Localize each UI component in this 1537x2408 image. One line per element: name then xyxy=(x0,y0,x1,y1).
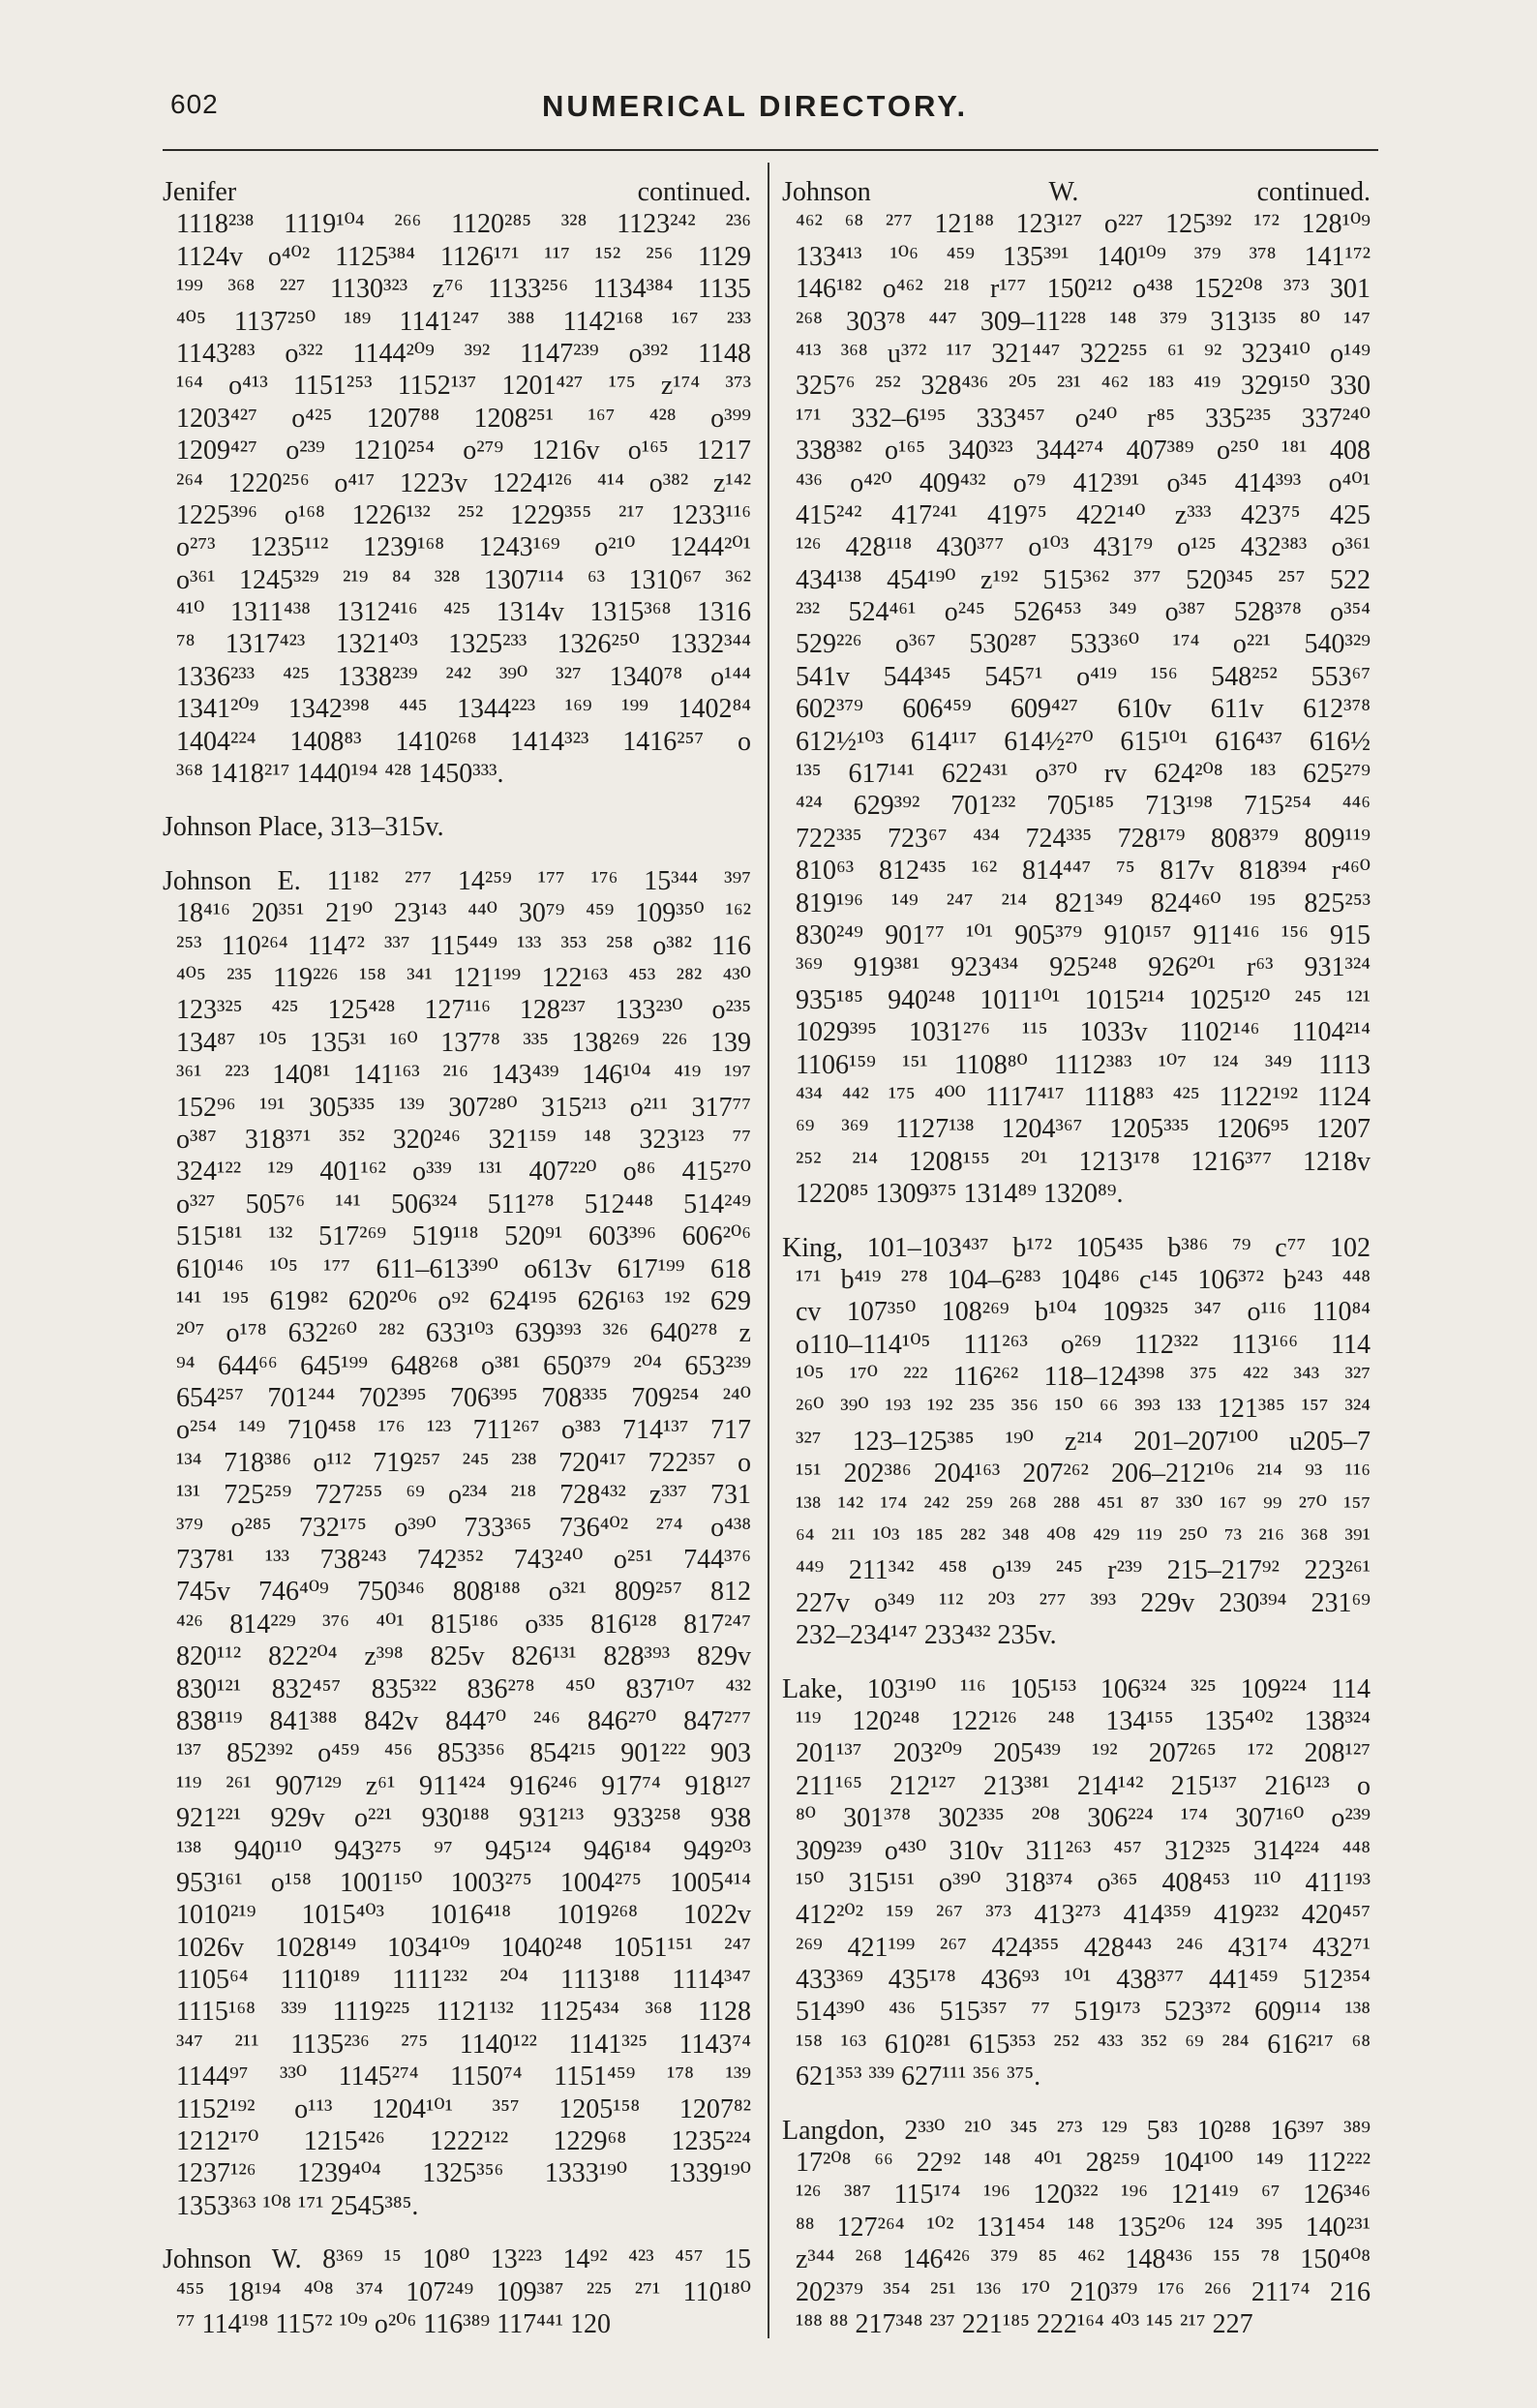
entry-line: ³⁷⁹ o²⁸⁵ 732¹⁷⁵ o³⁹⁰ 733³⁶⁵ 736⁴⁰² ²⁷⁴ o⁴³⁸ xyxy=(176,1512,751,1543)
entry-line: ²⁶⁰ ³⁹⁰ ¹⁹³ ¹⁹² ²³⁵ ³⁵⁶ ¹⁵⁰ ⁶⁶ ³⁹³ ¹³³ 121³⁸⁵ ¹⁵⁷ ³²⁴ xyxy=(796,1394,1371,1425)
entry-line: ⁴⁵⁵ 18¹⁹⁴ ⁴⁰⁸ ³⁷⁴ 107²⁴⁹ 109³⁸⁷ ²²⁵ ²⁷¹ 110¹⁸⁰ xyxy=(176,2276,751,2307)
entry-line: 621³⁵³ ³³⁹ 627¹¹¹ ³⁵⁶ ³⁷⁵. xyxy=(796,2062,1041,2092)
entry-line: 830²⁴⁹ 901⁷⁷ ¹⁰¹ 905³⁷⁹ 910¹⁵⁷ 911⁴¹⁶ ¹⁵⁶ 915 xyxy=(796,919,1371,950)
directory-entry xyxy=(163,2243,751,2340)
entry-line: 338³⁸² o¹⁶⁵ 340³²³ 344²⁷⁴ 407³⁸⁹ o²⁵⁰ ¹⁸¹ 408 xyxy=(796,436,1371,467)
entry-line: 838¹¹⁹ 841³⁸⁸ 842v 844⁷⁰ ²⁴⁶ 846²⁷⁰ 847²⁷⁷ xyxy=(176,1705,751,1736)
entry-line: ¹³¹ 725²⁵⁹ 727²⁵⁵ ⁶⁹ o²³⁴ ²¹⁸ 728⁴³² z³³⁷ 731 xyxy=(176,1480,751,1511)
entry-line: ¹⁴¹ ¹⁹⁵ 619⁸² 620²⁰⁶ o⁹² 624¹⁹⁵ 626¹⁶³ ¹⁹² 629 xyxy=(176,1285,751,1316)
entry-line: 1106¹⁵⁹ ¹⁵¹ 1108⁸⁰ 1112³⁸³ ¹⁰⁷ ¹²⁴ ³⁴⁹ 1113 xyxy=(796,1049,1371,1080)
entry-line: 1212¹⁷⁰ 1215⁴²⁶ 1222¹²² 1229⁶⁸ 1235²²⁴ xyxy=(176,2126,751,2157)
entry-line: 935¹⁸⁵ 940²⁴⁸ 1011¹⁰¹ 1015²¹⁴ 1025¹²⁰ ²⁴⁵ ¹²¹ xyxy=(796,984,1371,1015)
entry-line: 1152¹⁹² o¹¹³ 1204¹⁰¹ ³⁵⁷ 1205¹⁵⁸ 1207⁸² xyxy=(176,2093,751,2124)
entry-line: ¹⁷¹ b⁴¹⁹ ²⁷⁸ 104–6²⁸³ 104⁸⁶ c¹⁴⁵ 106³⁷² b²⁴³ ⁴⁴⁸ xyxy=(796,1264,1371,1295)
entry-line: ⁴⁶² ⁶⁸ ²⁷⁷ 121⁸⁸ 123¹²⁷ o²²⁷ 125³⁹² ¹⁷² 128¹⁰⁹ xyxy=(796,209,1371,240)
entry-line: 1029³⁹⁵ 1031²⁷⁶ ¹¹⁵ 1033v 1102¹⁴⁶ 1104²¹⁴ xyxy=(796,1017,1371,1048)
entry-line: 18⁴¹⁶ 20³⁵¹ 21⁹⁰ 23¹⁴³ ⁴⁴⁰ 30⁷⁹ ⁴⁵⁹ 109³⁵⁰ ¹⁶² xyxy=(176,898,751,929)
entry-line: ¹²⁶ 428¹¹⁸ 430³⁷⁷ o¹⁰³ 431⁷⁹ o¹²⁵ 432³⁸³ o³⁶¹ xyxy=(796,532,1371,563)
directory-entry xyxy=(163,865,751,2222)
right-column xyxy=(782,176,1371,2362)
directory-entry xyxy=(782,1232,1371,1652)
entry-line: ²⁵³ 110²⁶⁴ 114⁷² ³³⁷ 115⁴⁴⁹ ¹³³ ³⁵³ ²⁵⁸ o³⁸² 116 xyxy=(176,930,751,961)
entry-line: 515¹⁸¹ ¹³² 517²⁶⁹ 519¹¹⁸ 520⁹¹ 603³⁹⁶ 606²⁰⁶ xyxy=(176,1221,751,1252)
entry-line: 921²²¹ 929v o²²¹ 930¹⁸⁸ 931²¹³ 933²⁵⁸ 938 xyxy=(176,1803,751,1834)
entry-line: 953¹⁶¹ o¹⁵⁸ 1001¹⁵⁰ 1003²⁷⁵ 1004²⁷⁵ 1005⁴¹⁴ xyxy=(176,1867,751,1898)
entry-line: 1404²²⁴ 1408⁸³ 1410²⁶⁸ 1414³²³ 1416²⁵⁷ o xyxy=(176,726,751,757)
left-column xyxy=(163,176,751,2362)
entry-heading-line: King, 101–103⁴³⁷ b¹⁷² 105⁴³⁵ b³⁸⁶ ⁷⁹ c⁷⁷ 102 xyxy=(782,1232,1371,1263)
entry-line: 412²⁰² ¹⁵⁹ ²⁶⁷ ³⁷³ 413²⁷³ 414³⁵⁹ 419²³² 420⁴⁵⁷ xyxy=(796,1900,1371,1931)
entry-line: 1143²⁸³ o³²² 1144²⁰⁹ ³⁹² 1147²³⁹ o³⁹² 1148 xyxy=(176,338,751,369)
entry-line: 133⁴¹³ ¹⁰⁶ ⁴⁵⁹ 135³⁹¹ 140¹⁰⁹ ³⁷⁹ ³⁷⁸ 141¹⁷² xyxy=(796,241,1371,272)
entry-line: 541v 544³⁴⁵ 545⁷¹ o⁴¹⁹ ¹⁵⁶ 548²⁵² 553⁶⁷ xyxy=(796,661,1371,692)
entry-heading-line: Langdon, 2³³⁰ ²¹⁰ ³⁴⁵ ²⁷³ ¹²⁹ 5⁸³ 10²⁸⁸ 16³⁹⁷ ³⁸⁹ xyxy=(782,2115,1371,2146)
entry-line: ⁹⁴ 644⁶⁶ 645¹⁹⁹ 648²⁶⁸ o³⁸¹ 650³⁷⁹ ²⁰⁴ 653²³⁹ xyxy=(176,1350,751,1381)
entry-line: ²³² 524⁴⁶¹ o²⁴⁵ 526⁴⁵³ ³⁴⁹ o³⁸⁷ 528³⁷⁸ o³⁵⁴ xyxy=(796,597,1371,628)
entry-line: 1124v o⁴⁰² 1125³⁸⁴ 1126¹⁷¹ ¹¹⁷ ¹⁵² ²⁵⁶ 1129 xyxy=(176,241,751,272)
entry-line: 722³³⁵ 723⁶⁷ ⁴³⁴ 724³³⁵ 728¹⁷⁹ 808³⁷⁹ 809¹¹⁹ xyxy=(796,823,1371,854)
entry-line: 602³⁷⁹ 606⁴⁵⁹ 609⁴²⁷ 610v 611v 612³⁷⁸ xyxy=(796,694,1371,725)
entry-line: 612½¹⁰³ 614¹¹⁷ 614½²⁷⁰ 615¹⁰¹ 616⁴³⁷ 616½ xyxy=(796,726,1371,757)
entry-line: ⁴³⁶ o⁴²⁰ 409⁴³² o⁷⁹ 412³⁹¹ o³⁴⁵ 414³⁹³ o⁴⁰¹ xyxy=(796,467,1371,498)
entry-line: 146¹⁸² o⁴⁶² ²¹⁸ r¹⁷⁷ 150²¹² o⁴³⁸ 152²⁰⁸ ³⁷³ 301 xyxy=(796,274,1371,305)
entry-line: 654²⁵⁷ 701²⁴⁴ 702³⁹⁵ 706³⁹⁵ 708³³⁵ 709²⁵⁴ ²⁴⁰ xyxy=(176,1383,751,1414)
entry-line: 1203⁴²⁷ o⁴²⁵ 1207⁸⁸ 1208²⁵¹ ¹⁶⁷ ⁴²⁸ o³⁹⁹ xyxy=(176,403,751,434)
entry-line: ¹⁷¹ 332–6¹⁹⁵ 333⁴⁵⁷ o²⁴⁰ r⁸⁵ 335²³⁵ 337²⁴⁰ xyxy=(796,403,1371,434)
entry-line: 1341²⁰⁹ 1342³⁹⁸ ⁴⁴⁵ 1344²²³ ¹⁶⁹ ¹⁹⁹ 1402⁸⁴ xyxy=(176,694,751,725)
directory-entry xyxy=(782,2115,1371,2341)
entry-line: cv 107³⁵⁰ 108²⁶⁹ b¹⁰⁴ 109³²⁵ ³⁴⁷ o¹¹⁶ 110⁸⁴ xyxy=(796,1297,1371,1328)
entry-line: 211¹⁶⁵ 212¹²⁷ 213³⁸¹ 214¹⁴² 215¹³⁷ 216¹²³ o xyxy=(796,1770,1371,1801)
entry-line: ⁸⁸ 127²⁶⁴ ¹⁰² 131⁴⁵⁴ ¹⁴⁸ 135²⁰⁶ ¹²⁴ ³⁹⁵ 140²³¹ xyxy=(796,2212,1371,2242)
entry-line: 1237¹²⁶ 1239⁴⁰⁴ 1325³⁵⁶ 1333¹⁹⁰ 1339¹⁹⁰ xyxy=(176,2158,751,2189)
entry-line: 810⁶³ 812⁴³⁵ ¹⁶² 814⁴⁴⁷ ⁷⁵ 817v 818³⁹⁴ r⁴⁶⁰ xyxy=(796,856,1371,887)
entry-line: 745v 746⁴⁰⁹ 750³⁴⁶ 808¹⁸⁸ o³²¹ 809²⁵⁷ 812 xyxy=(176,1577,751,1608)
entry-line: 324¹²² ¹²⁹ 401¹⁶² o³³⁹ ¹³¹ 407²²⁰ o⁸⁶ 415²⁷⁰ xyxy=(176,1157,751,1188)
entry-line: o³⁶¹ 1245³²⁹ ²¹⁹ ⁸⁴ ³²⁸ 1307¹¹⁴ ⁶³ 1310⁶⁷ ³⁶² xyxy=(176,564,751,595)
entry-line: 309²³⁹ o⁴³⁰ 310v 311²⁶³ ⁴⁵⁷ 312³²⁵ 314²²⁴ ⁴⁴⁸ xyxy=(796,1835,1371,1866)
entry-line: z³⁴⁴ ²⁶⁸ 146⁴²⁶ ³⁷⁹ ⁸⁵ ⁴⁶² 148⁴³⁶ ¹⁵⁵ ⁷⁸ 150⁴⁰⁸ xyxy=(796,2244,1371,2275)
entry-line: 820¹¹² 822²⁰⁴ z³⁹⁸ 825v 826¹³¹ 828³⁹³ 829v xyxy=(176,1641,751,1672)
entry-line: ⁷⁷ 114¹⁹⁸ 115⁷² ¹⁰⁹ o²⁰⁶ 116³⁸⁹ 117⁴⁴¹ 120 xyxy=(176,2309,612,2339)
entry-heading-line: Johnson W. continued. xyxy=(782,177,1371,207)
entry-line: ²⁶⁸ 303⁷⁸ ⁴⁴⁷ 309–11²²⁸ ¹⁴⁸ ³⁷⁹ 313¹³⁵ ⁸⁰ ¹⁴⁷ xyxy=(796,306,1371,337)
entry-line: ²⁰⁷ o¹⁷⁸ 632²⁶⁰ ²⁸² 633¹⁰³ 639³⁹³ ³²⁶ 640²⁷⁸ z xyxy=(176,1318,751,1349)
entry-line: ¹⁵¹ 202³⁸⁶ 204¹⁶³ 207²⁶² 206–212¹⁰⁶ ²¹⁴ ⁹³ ¹¹⁶ xyxy=(796,1459,1371,1490)
entry-line: ¹³⁸ ¹⁴² ¹⁷⁴ ²⁴² ²⁵⁹ ²⁶⁸ ²⁸⁸ ⁴⁵¹ ⁸⁷ ³³⁰ ¹⁶⁷ ⁹⁹ ²⁷⁰ ¹⁵⁷ xyxy=(796,1490,1371,1521)
entry-line: ¹¹⁹ ²⁶¹ 907¹²⁹ z⁶¹ 911⁴²⁴ 916²⁴⁶ 917⁷⁴ 918¹²⁷ xyxy=(176,1770,751,1801)
entry-line: ⁴³⁴ ⁴⁴² ¹⁷⁵ ⁴⁰⁰ 1117⁴¹⁷ 1118⁸³ ⁴²⁵ 1122¹⁹² 1124 xyxy=(796,1081,1371,1112)
entry-line: 134⁸⁷ ¹⁰⁵ 135³¹ ¹⁶⁰ 137⁷⁸ ³³⁵ 138²⁶⁹ ²²⁶ 139 xyxy=(176,1027,751,1058)
entry-line: 830¹²¹ 832⁴⁵⁷ 835³²² 836²⁷⁸ ⁴⁵⁰ 837¹⁰⁷ ⁴³² xyxy=(176,1673,751,1704)
entry-line: ⁴²⁶ 814²²⁹ ³⁷⁶ ⁴⁰¹ 815¹⁸⁶ o³³⁵ 816¹²⁸ 817²⁴⁷ xyxy=(176,1609,751,1640)
entry-line: ⁴⁰⁵ ²³⁵ 119²²⁶ ¹⁵⁸ ³⁴¹ 121¹⁹⁹ 122¹⁶³ ⁴⁵³ ²⁸² ⁴³⁰ xyxy=(176,962,751,993)
entry-line: ³⁶⁸ 1418²¹⁷ 1440¹⁹⁴ ⁴²⁸ 1450³³³. xyxy=(176,759,504,790)
entry-line: 1225³⁹⁶ o¹⁶⁸ 1226¹³² ²⁵² 1229³⁵⁵ ²¹⁷ 1233¹¹⁶ xyxy=(176,499,751,530)
entry-line: 1118²³⁸ 1119¹⁰⁴ ²⁶⁶ 1120²⁸⁵ ³²⁸ 1123²⁴² ²³⁶ xyxy=(176,209,751,240)
directory-entry xyxy=(782,176,1371,1211)
entry-line: ¹⁹⁹ ³⁶⁸ ²²⁷ 1130³²³ z⁷⁶ 1133²⁵⁶ 1134³⁸⁴ 1135 xyxy=(176,274,751,305)
entry-line: 433³⁶⁹ 435¹⁷⁸ 436⁹³ ¹⁰¹ 438³⁷⁷ 441⁴⁵⁹ 512³⁵⁴ xyxy=(796,1965,1371,1996)
entry-line: ¹²⁶ ³⁸⁷ 115¹⁷⁴ ¹⁹⁶ 120³²² ¹⁹⁶ 121⁴¹⁹ ⁶⁷ 126³⁴⁶ xyxy=(796,2180,1371,2211)
header-rule xyxy=(163,149,1378,151)
entry-line: 1144⁹⁷ ³³⁰ 1145²⁷⁴ 1150⁷⁴ 1151⁴⁵⁹ ¹⁷⁸ ¹³⁹ xyxy=(176,2062,751,2092)
entry-line: 1105⁶⁴ 1110¹⁸⁹ 1111²³² ²⁰⁴ 1113¹⁸⁸ 1114³⁴⁷ xyxy=(176,1965,751,1996)
entry-line: ⁴⁴⁹ 211³⁴² ⁴⁵⁸ o¹³⁹ ²⁴⁵ r²³⁹ 215–217⁹² 223²⁶¹ xyxy=(796,1555,1371,1586)
entry-line: 415²⁴² 417²⁴¹ 419⁷⁵ 422¹⁴⁰ z³³³ 423⁷⁵ 425 xyxy=(796,499,1371,530)
entry-line: ¹¹⁹ 120²⁴⁸ 122¹²⁶ ²⁴⁸ 134¹⁵⁵ 135⁴⁰² 138³²⁴ xyxy=(796,1705,1371,1736)
entry-line: 123³²⁵ ⁴²⁵ 125⁴²⁸ 127¹¹⁶ 128²³⁷ 133²³⁰ o²³⁵ xyxy=(176,995,751,1026)
entry-line: 610¹⁴⁶ ¹⁰⁵ ¹⁷⁷ 611–613³⁹⁰ o613v 617¹⁹⁹ 618 xyxy=(176,1253,751,1284)
entry-line: ⁷⁸ 1317⁴²³ 1321⁴⁰³ 1325²³³ 1326²⁵⁰ 1332³⁴⁴ xyxy=(176,629,751,660)
entry-line: 1353³⁶³ ¹⁰⁸ ¹⁷¹ 2545³⁸⁵. xyxy=(176,2190,419,2221)
entry-line: ¹³⁷ 852³⁹² o⁴⁵⁹ ⁴⁵⁶ 853³⁵⁶ 854²¹⁵ 901²²² 903 xyxy=(176,1738,751,1769)
entry-line: 232–234¹⁴⁷ 233⁴³² 235v. xyxy=(796,1620,1057,1651)
entry-heading-line: Jenifer continued. xyxy=(163,177,751,207)
entry-line: ⁶⁴ ²¹¹ ¹⁰³ ¹⁸⁵ ²⁸² ³⁴⁸ ⁴⁰⁸ ⁴²⁹ ¹¹⁹ ²⁵⁰ ⁷³ ²¹⁶ ³⁶⁸ ³⁹¹ xyxy=(796,1523,1371,1554)
entry-heading-line: Johnson W. 8³⁶⁹ ¹⁵ 10⁸⁰ 13²²³ 14⁹² ⁴²³ ⁴⁵⁷ 15 xyxy=(163,2244,751,2275)
entry-line: ²⁵² ²¹⁴ 1208¹⁵⁵ ²⁰¹ 1213¹⁷⁸ 1216³⁷⁷ 1218v xyxy=(796,1146,1371,1177)
entry-line: 1026v 1028¹⁴⁹ 1034¹⁰⁹ 1040²⁴⁸ 1051¹⁵¹ ²⁴⁷ xyxy=(176,1932,751,1963)
entry-line: 737⁸¹ ¹³³ 738²⁴³ 742³⁵² 743²⁴⁰ o²⁵¹ 744³⁷⁶ xyxy=(176,1545,751,1576)
entry-line: ³⁶¹ ²²³ 140⁸¹ 141¹⁶³ ²¹⁶ 143⁴³⁹ 146¹⁰⁴ ⁴¹⁹ ¹⁹⁷ xyxy=(176,1060,751,1091)
entry-heading-line: Johnson E. 11¹⁸² ²⁷⁷ 14²⁵⁹ ¹⁷⁷ ¹⁷⁶ 15³⁴⁴ ³⁹⁷ xyxy=(163,865,751,896)
entry-line: o³²⁷ 505⁷⁶ ¹⁴¹ 506³²⁴ 511²⁷⁸ 512⁴⁴⁸ 514²⁴⁹ xyxy=(176,1189,751,1219)
directory-entry xyxy=(163,176,751,790)
entry-line: ⁴¹³ ³⁶⁸ u³⁷² ¹¹⁷ 321⁴⁴⁷ 322²⁵⁵ ⁶¹ ⁹² 323⁴¹⁰ o¹⁴⁹ xyxy=(796,338,1371,369)
entry-heading-line: Johnson Place, 313–315v. xyxy=(163,812,444,843)
entry-line: ¹⁸⁸ ⁸⁸ 217³⁴⁸ ²³⁷ 221¹⁸⁵ 222¹⁶⁴ ⁴⁰³ ¹⁴⁵ ²¹⁷ 227 xyxy=(796,2309,1253,2339)
entry-line: 1115¹⁶⁸ ³³⁹ 1119²²⁵ 1121¹³² 1125⁴³⁴ ³⁶⁸ 1128 xyxy=(176,1997,751,2028)
entry-line: ³⁶⁹ 919³⁸¹ 923⁴³⁴ 925²⁴⁸ 926²⁰¹ r⁶³ 931³²⁴ xyxy=(796,952,1371,983)
entry-line: ¹³⁸ 940¹¹⁰ 943²⁷⁵ ⁹⁷ 945¹²⁴ 946¹⁸⁴ 949²⁰³ xyxy=(176,1835,751,1866)
entry-line: 819¹⁹⁶ ¹⁴⁹ ²⁴⁷ ²¹⁴ 821³⁴⁹ 824⁴⁶⁰ ¹⁹⁵ 825²⁵³ xyxy=(796,888,1371,918)
entry-line: 227v o³⁴⁹ ¹¹² ²⁰³ ²⁷⁷ ³⁹³ 229v 230³⁹⁴ 231⁶⁹ xyxy=(796,1587,1371,1618)
entry-line: ⁴²⁴ 629³⁹² 701²³² 705¹⁸⁵ 713¹⁹⁸ 715²⁵⁴ ⁴⁴⁶ xyxy=(796,791,1371,822)
entry-line: ⁸⁰ 301³⁷⁸ 302³³⁵ ²⁰⁸ 306²²⁴ ¹⁷⁴ 307¹⁶⁰ o²³⁹ xyxy=(796,1803,1371,1834)
entry-line: ¹³⁴ 718³⁸⁶ o¹¹² 719²⁵⁷ ²⁴⁵ ²³⁸ 720⁴¹⁷ 722³⁵⁷ o xyxy=(176,1447,751,1478)
column-divider xyxy=(768,163,769,2338)
entry-line: o³⁸⁷ 318³⁷¹ ³⁵² 320²⁴⁶ 321¹⁵⁹ ¹⁴⁸ 323¹²³ ⁷⁷ xyxy=(176,1124,751,1155)
entry-line: ³²⁷ 123–125³⁸⁵ ¹⁹⁰ z²¹⁴ 201–207¹⁰⁰ u205–7 xyxy=(796,1426,1371,1457)
entry-line: o²⁵⁴ ¹⁴⁹ 710⁴⁵⁸ ¹⁷⁶ ¹²³ 711²⁶⁷ o³⁸³ 714¹³⁷ 717 xyxy=(176,1415,751,1446)
entry-line: 514³⁹⁰ ⁴³⁶ 515³⁵⁷ ⁷⁷ 519¹⁷³ 523³⁷² 609¹¹⁴ ¹³⁸ xyxy=(796,1997,1371,2028)
entry-line: ⁴⁰⁵ 1137²⁵⁰ ¹⁸⁹ 1141²⁴⁷ ³⁸⁸ 1142¹⁶⁸ ¹⁶⁷ ²³³ xyxy=(176,306,751,337)
entry-line: 1209⁴²⁷ o²³⁹ 1210²⁵⁴ o²⁷⁹ 1216v o¹⁶⁵ 1217 xyxy=(176,436,751,467)
page-number: 602 xyxy=(170,89,219,119)
directory-entry xyxy=(163,811,751,843)
entry-line: 152⁹⁶ ¹⁹¹ 305³³⁵ ¹³⁹ 307²⁸⁰ 315²¹³ o²¹¹ 317⁷⁷ xyxy=(176,1092,751,1123)
entry-line: 1220⁸⁵ 1309³⁷⁵ 1314⁸⁹ 1320⁸⁹. xyxy=(796,1179,1124,1210)
entry-line: ¹⁶⁴ o⁴¹³ 1151²⁵³ 1152¹³⁷ 1201⁴²⁷ ¹⁷⁵ z¹⁷⁴ ³⁷³ xyxy=(176,371,751,402)
page-header xyxy=(0,89,1537,128)
entry-line: o²⁷³ 1235¹¹² 1239¹⁶⁸ 1243¹⁶⁹ o²¹⁰ 1244²⁰¹ xyxy=(176,532,751,563)
entry-line: ⁴¹⁰ 1311⁴³⁸ 1312⁴¹⁶ ⁴²⁵ 1314v 1315³⁶⁸ 1316 xyxy=(176,597,751,628)
entry-line: 1336²³³ ⁴²⁵ 1338²³⁹ ²⁴² ³⁹⁰ ³²⁷ 1340⁷⁸ o¹⁴⁴ xyxy=(176,661,751,692)
entry-line: ³⁴⁷ ²¹¹ 1135²³⁶ ²⁷⁵ 1140¹²² 1141³²⁵ 1143⁷⁴ xyxy=(176,2029,751,2060)
entry-line: 529²²⁶ o³⁶⁷ 530²⁸⁷ 533³⁶⁰ ¹⁷⁴ o²²¹ 540³²⁹ xyxy=(796,629,1371,660)
entry-line: ¹⁰⁵ ¹⁷⁰ ²²² 116²⁶² 118–124³⁹⁸ ³⁷⁵ ⁴²² ³⁴³ ³²⁷ xyxy=(796,1362,1371,1393)
entry-line: 325⁷⁶ ²⁵² 328⁴³⁶ ²⁰⁵ ²³¹ ⁴⁶² ¹⁸³ ⁴¹⁹ 329¹⁵⁰ 330 xyxy=(796,371,1371,402)
entry-line: 434¹³⁸ 454¹⁹⁰ z¹⁹² 515³⁶² ³⁷⁷ 520³⁴⁵ ²⁵⁷ 522 xyxy=(796,564,1371,595)
entry-line: 17²⁰⁸ ⁶⁶ 22⁹² ¹⁴⁸ ⁴⁰¹ 28²⁵⁹ 104¹⁰⁰ ¹⁴⁹ 112²²² xyxy=(796,2148,1371,2179)
entry-line: ¹⁵⁸ ¹⁶³ 610²⁸¹ 615³⁵³ ²⁵² ⁴³³ ³⁵² ⁶⁹ ²⁸⁴ 616²¹⁷ ⁶⁸ xyxy=(796,2029,1371,2060)
entry-line: ¹⁵⁰ 315¹⁵¹ o³⁹⁰ 318³⁷⁴ o³⁶⁵ 408⁴⁵³ ¹¹⁰ 411¹⁹³ xyxy=(796,1867,1371,1898)
page-title: NUMERICAL DIRECTORY. xyxy=(542,89,969,123)
entry-line: 202³⁷⁹ ³⁵⁴ ²⁵¹ ¹³⁶ ¹⁷⁰ 210³⁷⁹ ¹⁷⁶ ²⁶⁶ 211⁷⁴ 216 xyxy=(796,2276,1371,2307)
entry-line: 1010²¹⁹ 1015⁴⁰³ 1016⁴¹⁸ 1019²⁶⁸ 1022v xyxy=(176,1900,751,1931)
directory-entry xyxy=(782,1673,1371,2093)
entry-line: 201¹³⁷ 203²⁰⁹ 205⁴³⁹ ¹⁹² 207²⁶⁵ ¹⁷² 208¹²⁷ xyxy=(796,1738,1371,1769)
entry-heading-line: Lake, 103¹⁹⁰ ¹¹⁶ 105¹⁵³ 106³²⁴ ³²⁵ 109²²⁴ 114 xyxy=(782,1673,1371,1704)
entry-line: ²⁶⁹ 421¹⁹⁹ ²⁶⁷ 424³⁵⁵ 428⁴⁴³ ²⁴⁶ 431⁷⁴ 432⁷¹ xyxy=(796,1932,1371,1963)
entry-line: o110–114¹⁰⁵ 111²⁶³ o²⁶⁹ 112³²² 113¹⁶⁶ 114 xyxy=(796,1329,1371,1360)
entry-line: ⁶⁹ ³⁶⁹ 1127¹³⁸ 1204³⁶⁷ 1205³³⁵ 1206⁹⁵ 1207 xyxy=(796,1114,1371,1145)
entry-line: ²⁶⁴ 1220²⁵⁶ o⁴¹⁷ 1223v 1224¹²⁶ ⁴¹⁴ o³⁸² z¹⁴² xyxy=(176,467,751,498)
entry-line: ¹³⁵ 617¹⁴¹ 622⁴³¹ o³⁷⁰ rv 624²⁰⁸ ¹⁸³ 625²⁷⁹ xyxy=(796,759,1371,790)
